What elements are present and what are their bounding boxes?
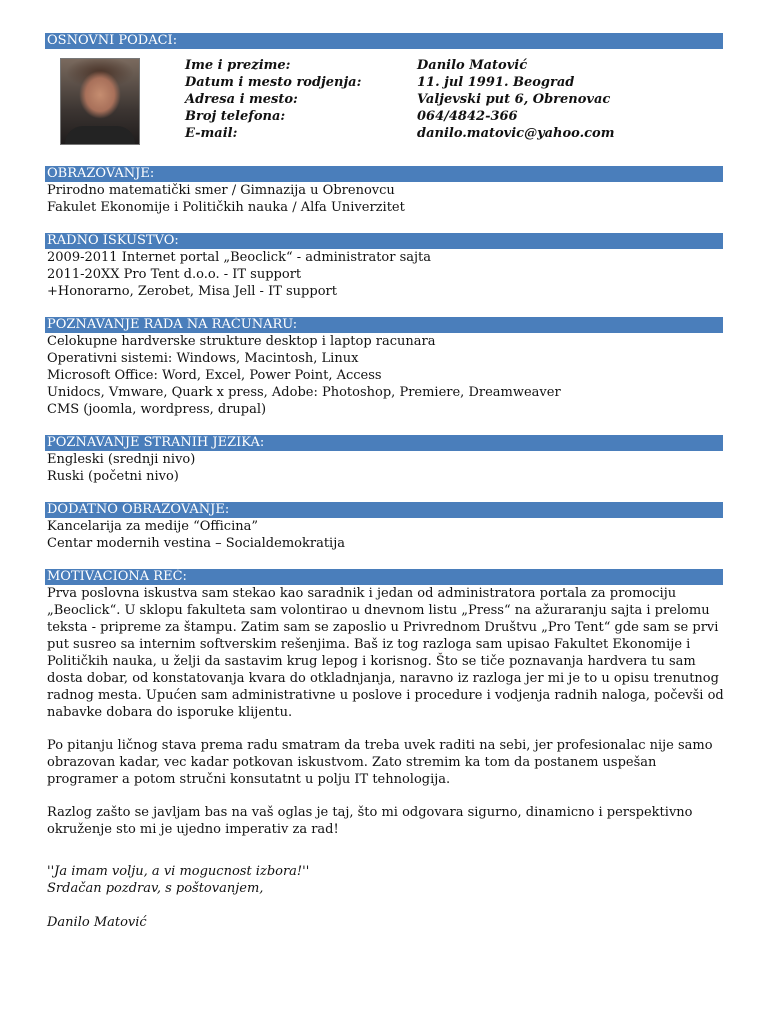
additional-item: Centar modernih vestina – Socialdemokratija: [47, 536, 345, 551]
section-additional-education: [45, 502, 723, 552]
section-header-languages: POZNAVANJE STRANIH JEZIKA:: [45, 435, 723, 451]
computer-item: Unidocs, Vmware, Quark x press, Adobe: Photoshop, Premiere, Dreamweaver: [47, 385, 561, 400]
motivation-line: okruženje sto mi je ujedno imperativ za rad!: [47, 822, 339, 837]
section-header-education: OBRAZOVANJE:: [45, 166, 723, 182]
motivation-line: Političkih nauka, u želji da sastavim krug lepog i korisnog. Što se tiče poznavanja hardvera tu sam: [47, 654, 696, 669]
computer-item: Celokupne hardverske strukture desktop i laptop racunara: [47, 334, 436, 349]
additional-item: Kancelarija za medije “Officina”: [47, 519, 258, 534]
section-computer-skills: [45, 317, 723, 418]
section-motivation: [45, 569, 723, 931]
section-header-experience: RADNO ISKUSTVO:: [45, 233, 723, 249]
motivation-line: Po pitanju ličnog stava prema radu smatram da treba uvek raditi na sebi, jer profesionalac nije samo: [47, 738, 713, 753]
section-experience: [45, 233, 723, 300]
section-header-additional: DODATNO OBRAZOVANJE:: [45, 502, 723, 518]
motivation-paragraph-1: [45, 585, 723, 721]
label-email: E-mail:: [185, 126, 238, 141]
motivation-paragraph-3: [45, 804, 723, 838]
section-education: [45, 166, 723, 216]
experience-item: +Honorarno, Zerobet, Misa Jell - IT support: [47, 284, 337, 299]
value-name: Danilo Matović: [417, 58, 528, 73]
motivation-line: teksta - pripreme za štampu. Zatim sam se zaposlio u Privrednom Društvu „Pro Tent“ gde sam se prvi: [47, 620, 719, 635]
motivation-line: put susreo sa internim softverskim rešenjima. Baš iz tog razloga sam upisao Fakultet Ekonomije i: [47, 637, 691, 652]
computer-item: Operativni sistemi: Windows, Macintosh, Linux: [47, 351, 359, 366]
value-address: Valjevski put 6, Obrenovac: [417, 92, 611, 107]
motivation-line: Razlog zašto se javljam bas na vaš oglas je taj, što mi odgovara sigurno, dinamicno i perspektivno: [47, 805, 693, 820]
signature: Danilo Matović: [47, 915, 147, 930]
section-header-motivation: MOTIVACIONA REČ:: [45, 569, 723, 585]
profile-photo: [60, 58, 140, 145]
motivation-line: obrazovan kadar, vec kadar potkovan iskustvom. Zato stremim ka tom da postanem uspešan: [47, 755, 657, 770]
section-header-basic: OSNOVNI PODACI:: [45, 33, 723, 49]
section-languages: [45, 435, 723, 485]
language-item: Ruski (početni nivo): [47, 469, 179, 484]
motivation-line: Prva poslovna iskustva sam stekao kao saradnik i jedan od administratora portala za promociju: [47, 586, 677, 601]
section-header-computer: POZNAVANJE RADA NA RAČUNARU:: [45, 317, 723, 333]
motivation-quote: ''Ja imam volju, a vi mogucnost izbora!'': [47, 864, 310, 879]
motivation-line: programer a potom stručni konsutatnt u polju IT tehnologija.: [47, 772, 451, 787]
motivation-line: „Beoclick“. U sklopu fakulteta sam volontirao u dnevnom listu „Press“ na ažuraranju sajta i prelomu: [47, 603, 710, 618]
basic-info-block: [45, 57, 723, 145]
experience-item: 2011-20XX Pro Tent d.o.o. - IT support: [47, 267, 302, 282]
value-email: danilo.matovic@yahoo.com: [417, 126, 615, 141]
motivation-line: radnog mesta. Upućen sam administrativne u poslove i procedure i vodjenja radnih naloga, počevši od: [47, 688, 724, 703]
label-address: Adresa i mesto:: [185, 92, 298, 107]
value-birth: 11. jul 1991. Beograd: [417, 75, 575, 90]
motivation-line: nabavke dobara do isporuke klijentu.: [47, 705, 293, 720]
label-birth: Datum i mesto rodjenja:: [185, 75, 362, 90]
motivation-line: dosta dobar, od konstatovanja kvara do otkladnjanja, naravno iz razloga jer mi je to u opisu trenutnog: [47, 671, 719, 686]
value-phone: 064/4842-366: [417, 109, 518, 124]
cv-document: [45, 33, 723, 931]
computer-item: Microsoft Office: Word, Excel, Power Point, Access: [47, 368, 382, 383]
computer-item: CMS (joomla, wordpress, drupal): [47, 402, 267, 417]
language-item: Engleski (srednji nivo): [47, 452, 196, 467]
label-phone: Broj telefona:: [185, 109, 286, 124]
experience-item: 2009-2011 Internet portal „Beoclick“ - administrator sajta: [47, 250, 432, 265]
education-item: Fakulet Ekonomije i Političkih nauka / Alfa Univerzitet: [47, 200, 405, 215]
closing-greeting: Srdačan pozdrav, s poštovanjem,: [47, 881, 264, 896]
education-item: Prirodno matematički smer / Gimnazija u Obrenovcu: [47, 183, 395, 198]
motivation-paragraph-2: [45, 737, 723, 788]
label-name: Ime i prezime:: [185, 58, 291, 73]
